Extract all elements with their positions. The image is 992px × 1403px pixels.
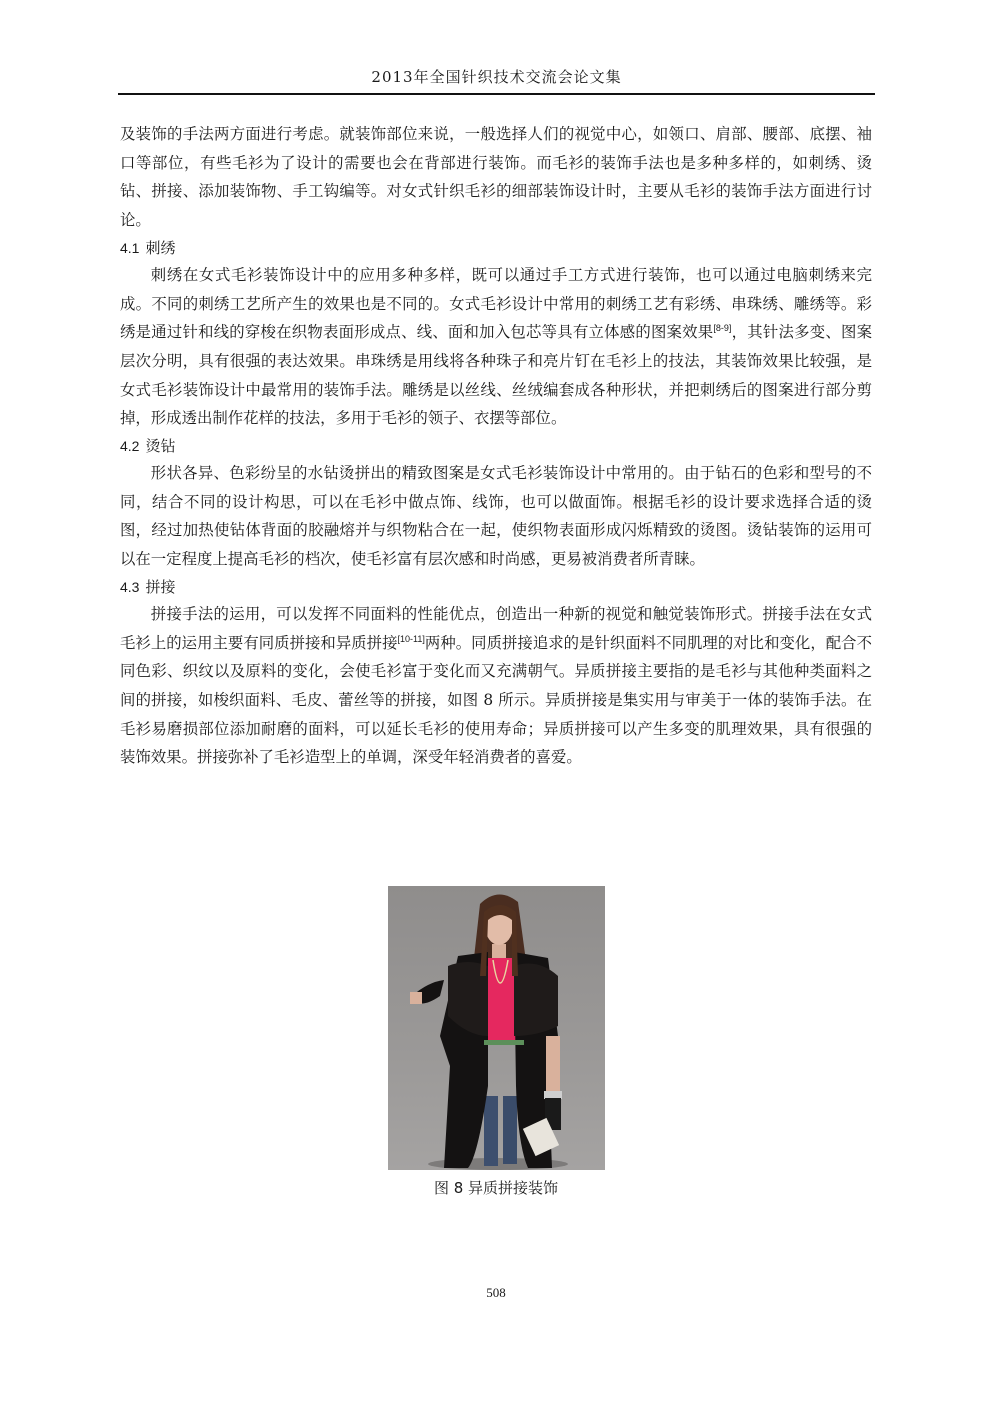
article-body — [120, 120, 872, 772]
figure-caption: 图 8 异质拼接装饰 — [433, 1179, 559, 1197]
section-title: 刺绣 — [145, 238, 176, 257]
section-number: 4.3 — [120, 578, 140, 595]
embroidery-paragraph — [120, 261, 872, 433]
paragraph-text: ，其针法多变、图案层次分明，具有很强的表达效果。串珠绣是用线将各种珠子和亮片钉在毛衫上的技法，其装饰效果比较强，是女式毛衫装饰设计中最常用的装饰手法。雕绣是以丝线、丝绒编套成各种形状，并把刺绣后的图案进行部分剪掉，形成透出制作花样的技法，多用于毛衫的领子、衣摆等部位。 — [120, 323, 872, 428]
paragraph-text: 拼接手法的运用，可以发挥不同面料的性能优点，创造出一种新的视觉和触觉装饰形式。拼接手法在女式毛衫上的运用主要有同质拼接和异质拼接 — [120, 604, 872, 652]
section-heading-4-2 — [120, 433, 872, 459]
intro-paragraph: 及装饰的手法两方面进行考虑。就装饰部位来说，一般选择人们的视觉中心，如领口、肩部、腰部、底摆、袖口等部位，有些毛衫为了设计的需要也会在背部进行装饰。而毛衫的装饰手法也是多种多样的，如刺绣、烫钻、拼接、添加装饰物、手工钩编等。对女式针织毛衫的细部装饰设计时，主要从毛衫的装饰手法方面进行讨论。 — [120, 125, 872, 230]
section-title: 烫钻 — [145, 437, 176, 456]
page-number: 508 — [486, 1285, 506, 1300]
section-title: 拼接 — [145, 577, 176, 596]
paragraph-text: 刺绣在女式毛衫装饰设计中的应用多种多样，既可以通过手工方式进行装饰，也可以通过电脑刺绣来完成。不同的刺绣工艺所产生的效果也是不同的。女式毛衫设计中常用的刺绣工艺有彩绣、串珠绣、雕绣等。彩绣是通过针和线的穿梭在织物表面形成点、线、面和加入包芯等具有立体感的图案效果 — [120, 265, 872, 342]
paragraph-text: 两种。同质拼接追求的是针织面料不同肌理的对比和变化，配合不同色彩、织纹以及原料的变化，会使毛衫富于变化而又充满朝气。异质拼接主要指的是毛衫与其他种类面料之间的拼接，如梭织面料、毛皮、蕾丝等的拼接，如图 8 所示。异质拼接是集实用与审美于一体的装饰手法。在毛衫易磨损部位添加耐磨的面料，可以延长毛衫的使用寿命；异质拼接可以产生多变的肌理效果，具有很强的装饰效果。拼接弥补了毛衫造型上的单调，深受年轻消费者的喜爱。 — [120, 633, 872, 767]
splicing-paragraph — [120, 600, 872, 772]
model-illustration — [388, 886, 605, 1170]
citation: [8-9] — [713, 323, 732, 334]
citation: [10-11] — [397, 633, 425, 644]
section-heading-4-1 — [120, 235, 872, 261]
section-number: 4.2 — [120, 438, 140, 455]
section-heading-4-3 — [120, 574, 872, 600]
rhinestone-paragraph: 形状各异、色彩纷呈的水钻烫拼出的精致图案是女式毛衫装饰设计中常用的。由于钻石的色彩和型号的不同，结合不同的设计构思，可以在毛衫中做点饰、线饰，也可以做面饰。根据毛衫的设计要求选择合适的烫图，经过加热使钻体背面的胶融熔并与织物粘合在一起，使织物表面形成闪烁精致的烫图。烫钻装饰的运用可以在一定程度上提高毛衫的档次，使毛衫富有层次感和时尚感，更易被消费者所青睐。 — [120, 464, 872, 569]
running-header: 2013年全国针织技术交流会论文集 — [371, 68, 622, 86]
figure-8-photo — [388, 886, 605, 1170]
section-number: 4.1 — [120, 239, 140, 256]
header-rule — [118, 93, 875, 95]
